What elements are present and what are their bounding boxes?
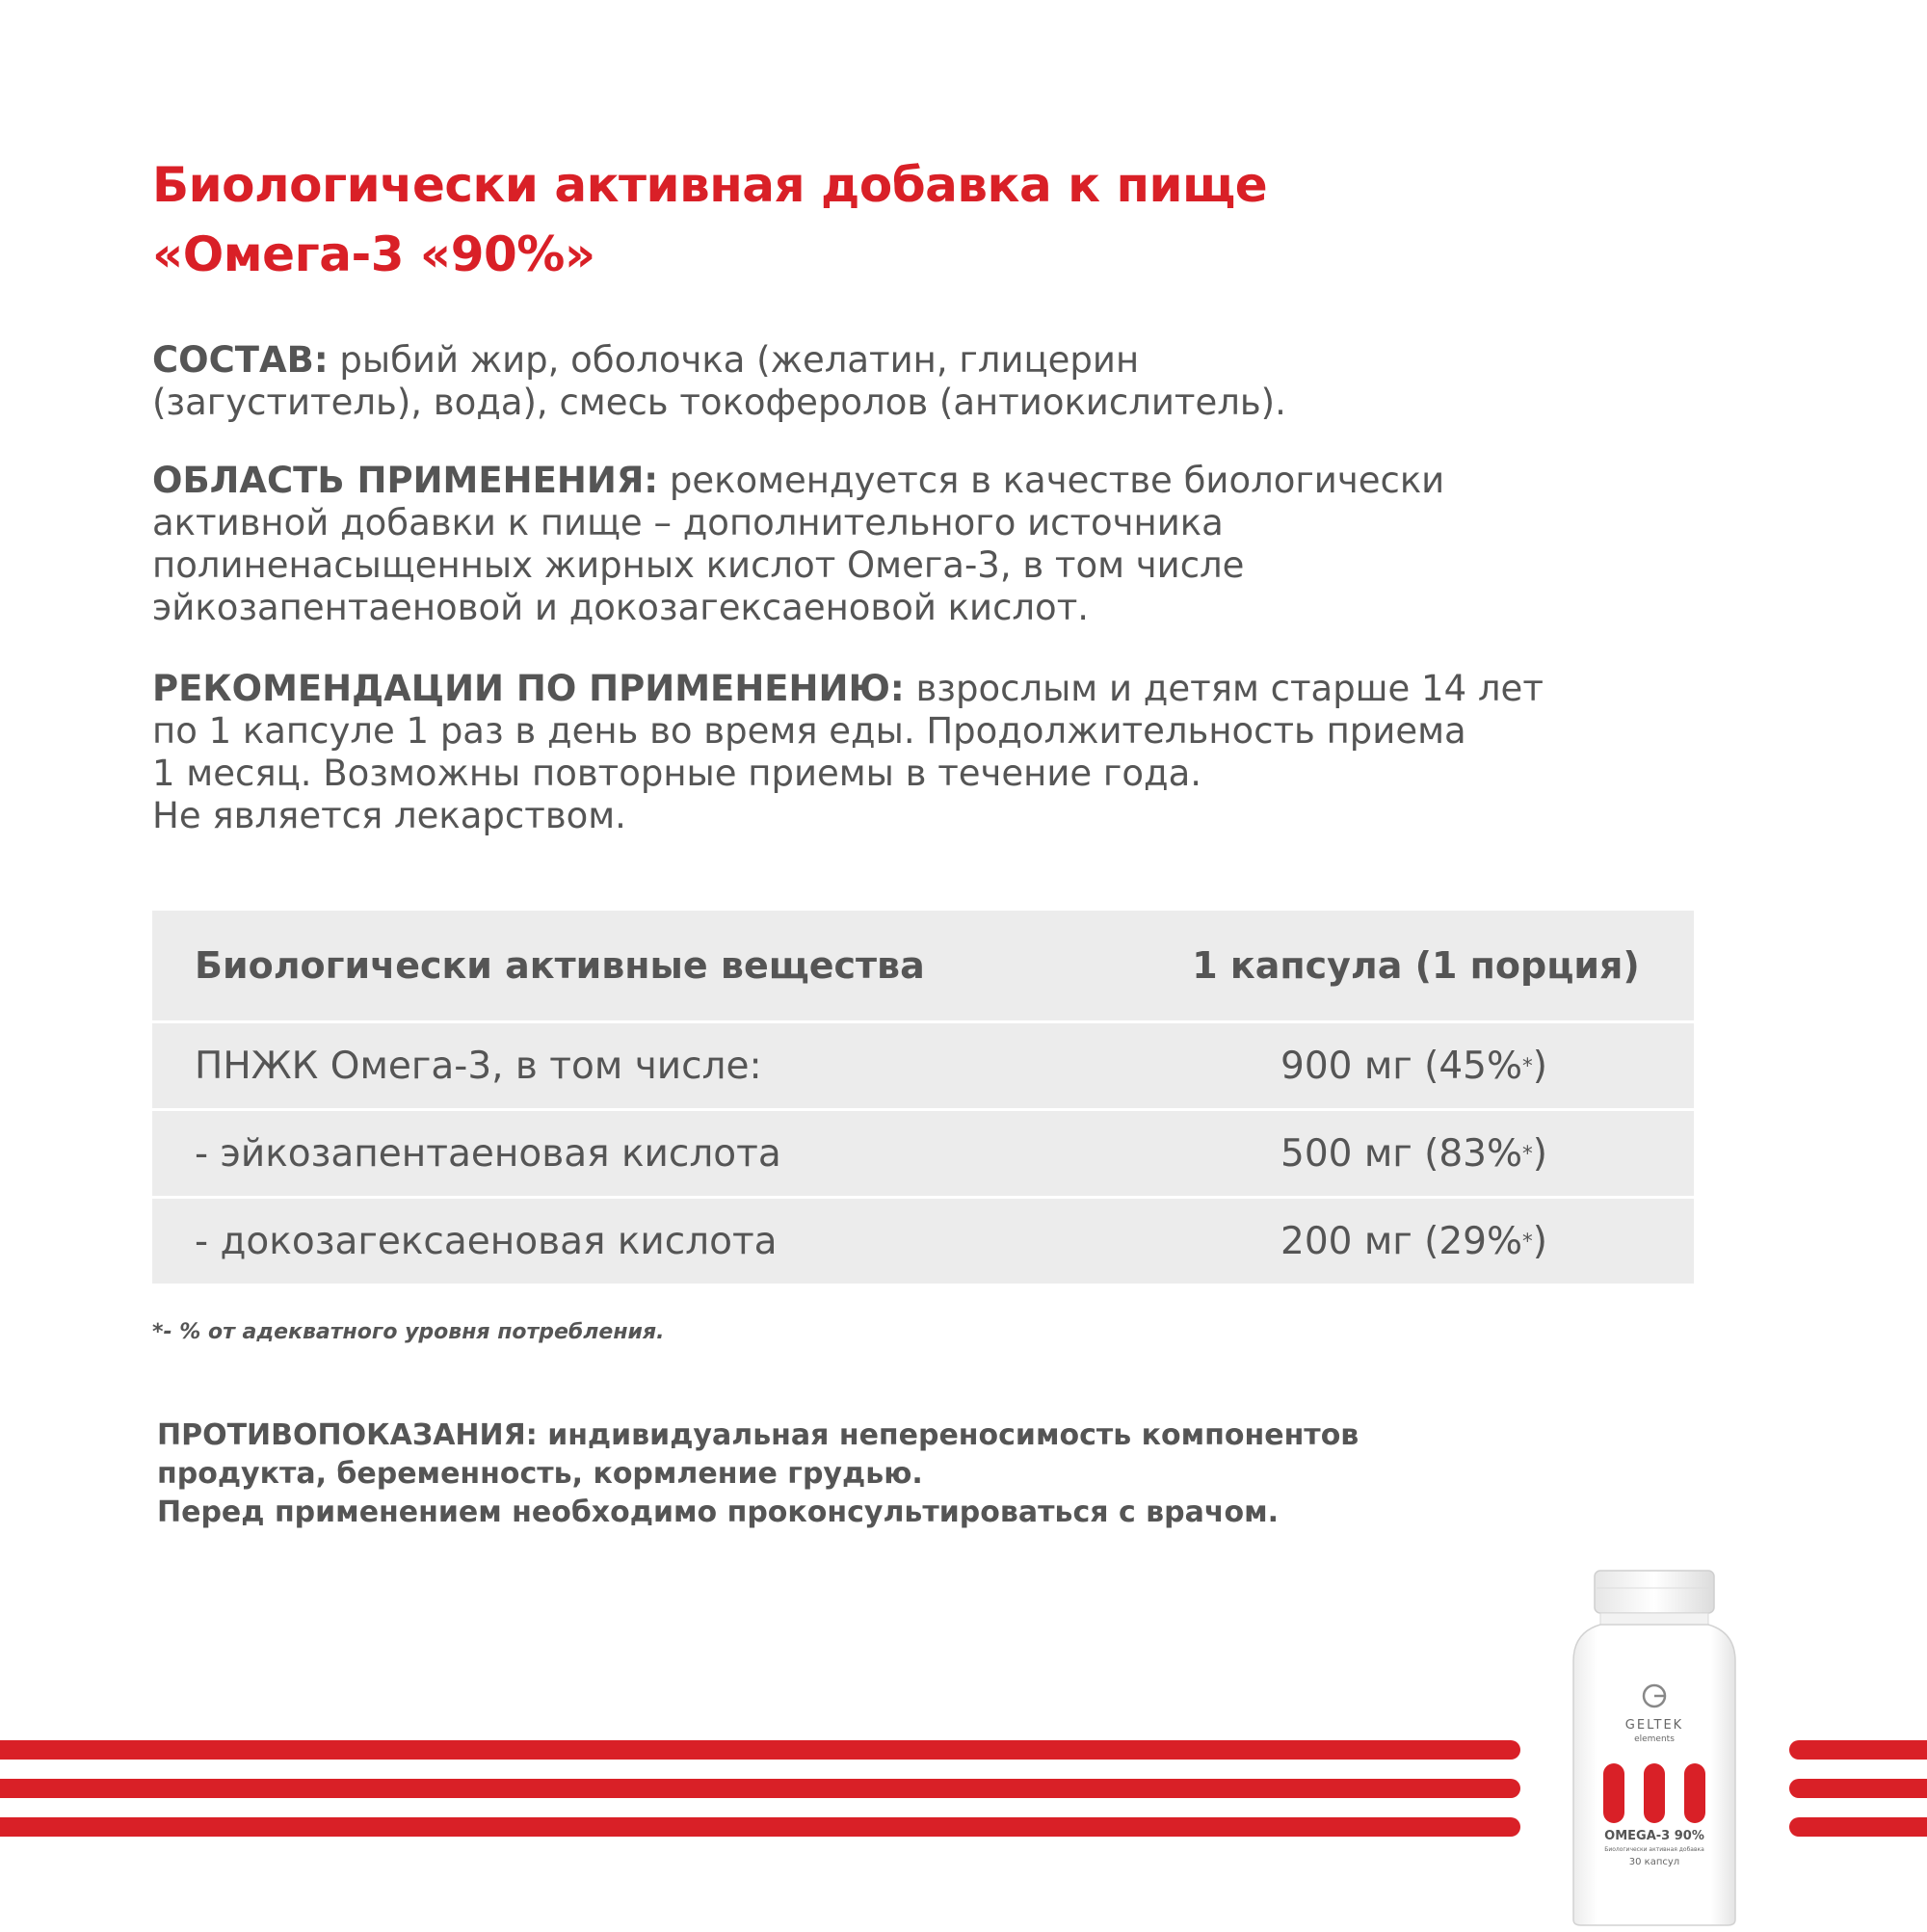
row-substance-name: - эйкозапентаеновая кислота xyxy=(195,1131,781,1176)
header-dose: 1 капсула (1 порция) xyxy=(1192,944,1640,987)
row-substance-name: - докозагексаеновая кислота xyxy=(195,1219,778,1263)
usage-recommendations-text-3: 1 месяц. Возможны повторные приемы в течение года. xyxy=(152,753,1202,794)
stripe xyxy=(0,1779,1520,1798)
usage-recommendations-label: РЕКОМЕНДАЦИИ ПО ПРИМЕНЕНИЮ: xyxy=(152,668,905,709)
bottle-product-name: OMEGA-3 90% xyxy=(1604,1829,1704,1843)
composition-label: СОСТАВ: xyxy=(152,339,329,381)
application-area-text-1: рекомендуется в качестве биологически xyxy=(669,460,1445,501)
application-area-label: ОБЛАСТЬ ПРИМЕНЕНИЯ: xyxy=(152,460,659,501)
stripe xyxy=(1789,1817,1927,1837)
header-substance: Биологически активные вещества xyxy=(195,944,925,987)
composition-text-2: (загуститель), вода), смесь токоферолов (антиокислитель). xyxy=(152,382,1286,423)
contraindications-section xyxy=(157,1416,1602,1532)
usage-recommendations-text-4: Не является лекарством. xyxy=(152,795,626,836)
bottle-count: 30 капсул xyxy=(1628,1857,1680,1867)
composition-section xyxy=(152,339,1655,424)
bottle-brand: GELTEK xyxy=(1624,1718,1684,1733)
usage-recommendations-text-2: по 1 капсуле 1 раз в день во время еды. Продолжительность приема xyxy=(152,710,1466,752)
usage-recommendations-text-1: взрослым и детям старше 14 лет xyxy=(915,668,1544,709)
stripe xyxy=(0,1817,1520,1837)
table-row xyxy=(152,1199,1694,1284)
usage-recommendations-section xyxy=(152,668,1655,837)
decorative-stripes-right xyxy=(1789,1740,1927,1856)
contraindications-text-3: Перед применением необходимо проконсультироваться с врачом. xyxy=(157,1495,1280,1529)
contraindications-text-1: индивидуальная непереносимость компонентов xyxy=(547,1418,1359,1452)
row-substance-dose: 900 мг (45% * ) xyxy=(1280,1044,1547,1088)
application-area-text-4: эйкозапентаеновой и докозагексаеновой кислот. xyxy=(152,587,1090,628)
product-bottle-image xyxy=(1568,1569,1741,1927)
application-area-text-2: активной добавки к пище – дополнительного источника xyxy=(152,502,1224,543)
active-substances-table xyxy=(152,911,1694,1286)
row-substance-name: ПНЖК Омега-3, в том числе: xyxy=(195,1044,762,1088)
application-area-section xyxy=(152,460,1655,629)
contraindications-label: ПРОТИВОПОКАЗАНИЯ: xyxy=(157,1418,538,1452)
bottle-description: Биологически активная добавка xyxy=(1604,1846,1704,1853)
stripe xyxy=(0,1740,1520,1760)
contraindications-text-2: продукта, беременность, кормление грудью. xyxy=(157,1457,923,1491)
row-substance-dose: 500 мг (83% * ) xyxy=(1280,1131,1547,1176)
table-header-row xyxy=(152,911,1694,1020)
decorative-stripes-left xyxy=(0,1740,1520,1856)
table-row xyxy=(152,1023,1694,1108)
footnote: *- % от адекватного уровня потребления. xyxy=(152,1320,665,1344)
title-line-2: «Омега-3 «90%» xyxy=(152,226,595,282)
stripe xyxy=(1789,1779,1927,1798)
composition-text-1: рыбий жир, оболочка (желатин, глицерин xyxy=(339,339,1140,381)
row-substance-dose: 200 мг (29% * ) xyxy=(1280,1219,1547,1263)
title-line-1: Биологически активная добавка к пище xyxy=(152,157,1268,213)
stripe xyxy=(1789,1740,1927,1760)
table-row xyxy=(152,1111,1694,1196)
bottle-brand-sub: elements xyxy=(1634,1734,1675,1744)
bottle-icon xyxy=(1568,1569,1741,1927)
page-title xyxy=(152,150,1790,289)
application-area-text-3: полиненасыщенных жирных кислот Омега-3, в том числе xyxy=(152,544,1245,586)
